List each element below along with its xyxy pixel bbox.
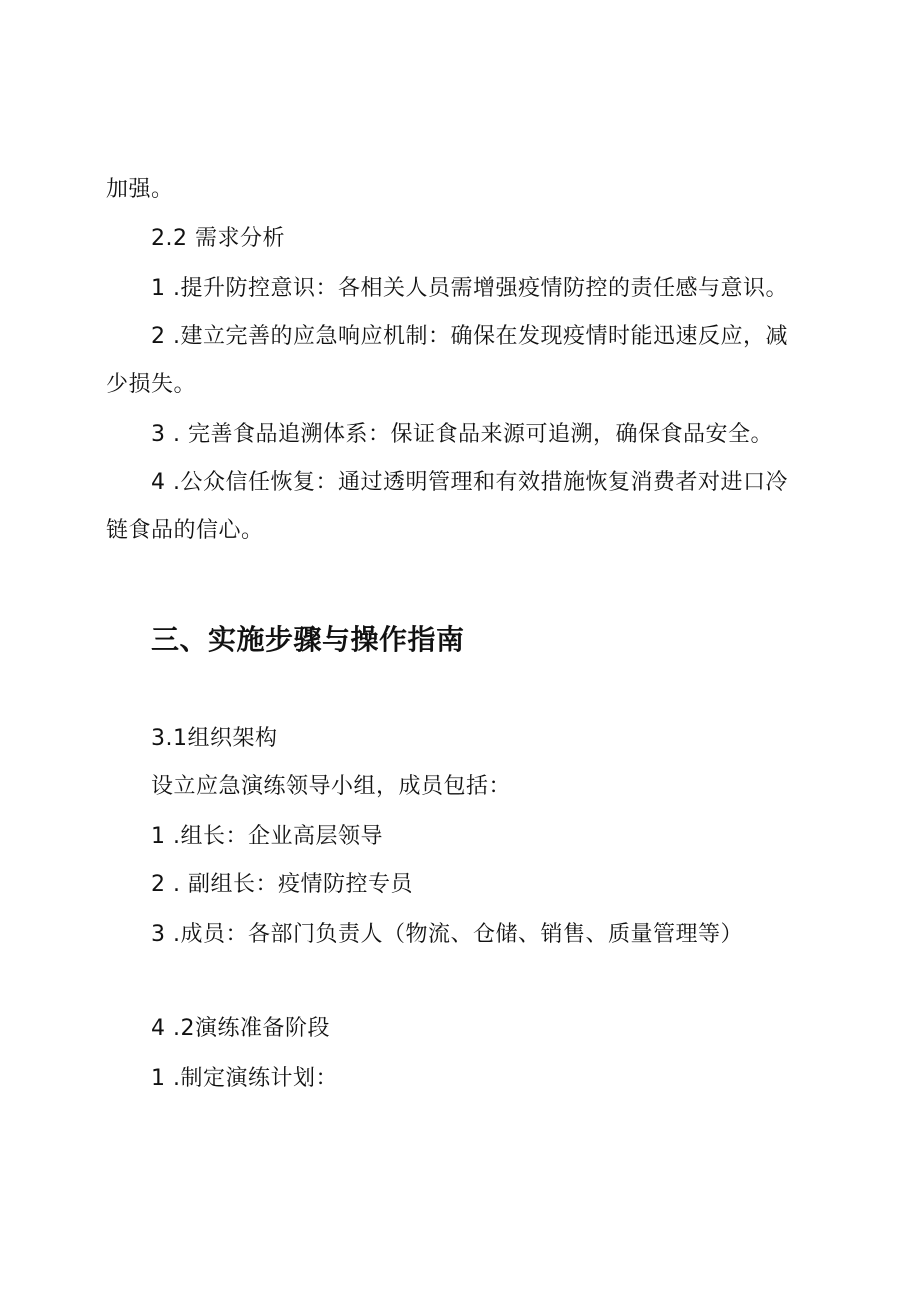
list-item-continuation: 链食品的信心。 — [106, 518, 264, 543]
list-item: 4 .公众信任恢复：通过透明管理和有效措施恢复消费者对进口冷 — [151, 470, 788, 495]
continuation-text: 加强。 — [106, 177, 174, 202]
list-item: 3 . 完善食品追溯体系：保证食品来源可追溯，确保食品安全。 — [151, 422, 773, 447]
section-2-2-title: 2.2 需求分析 — [151, 226, 285, 251]
list-item: 1 .提升防控意识：各相关人员需增强疫情防控的责任感与意识。 — [151, 276, 788, 301]
list-item-continuation: 少损失。 — [106, 372, 197, 397]
section-3-2-title: 4 .2演练准备阶段 — [151, 1016, 330, 1041]
chapter-3-title: 三、实施步骤与操作指南 — [151, 623, 465, 656]
list-item: 1 .制定演练计划： — [151, 1066, 338, 1091]
section-3-1-title: 3.1组织架构 — [151, 726, 278, 751]
list-item: 2 . 副组长：疫情防控专员 — [151, 872, 413, 897]
list-item: 1 .组长：企业高层领导 — [151, 824, 383, 849]
list-item: 2 .建立完善的应急响应机制：确保在发现疫情时能迅速反应，减 — [151, 324, 788, 349]
list-item: 3 .成员：各部门负责人（物流、仓储、销售、质量管理等） — [151, 922, 743, 947]
section-3-1-intro: 设立应急演练领导小组，成员包括： — [151, 774, 512, 799]
